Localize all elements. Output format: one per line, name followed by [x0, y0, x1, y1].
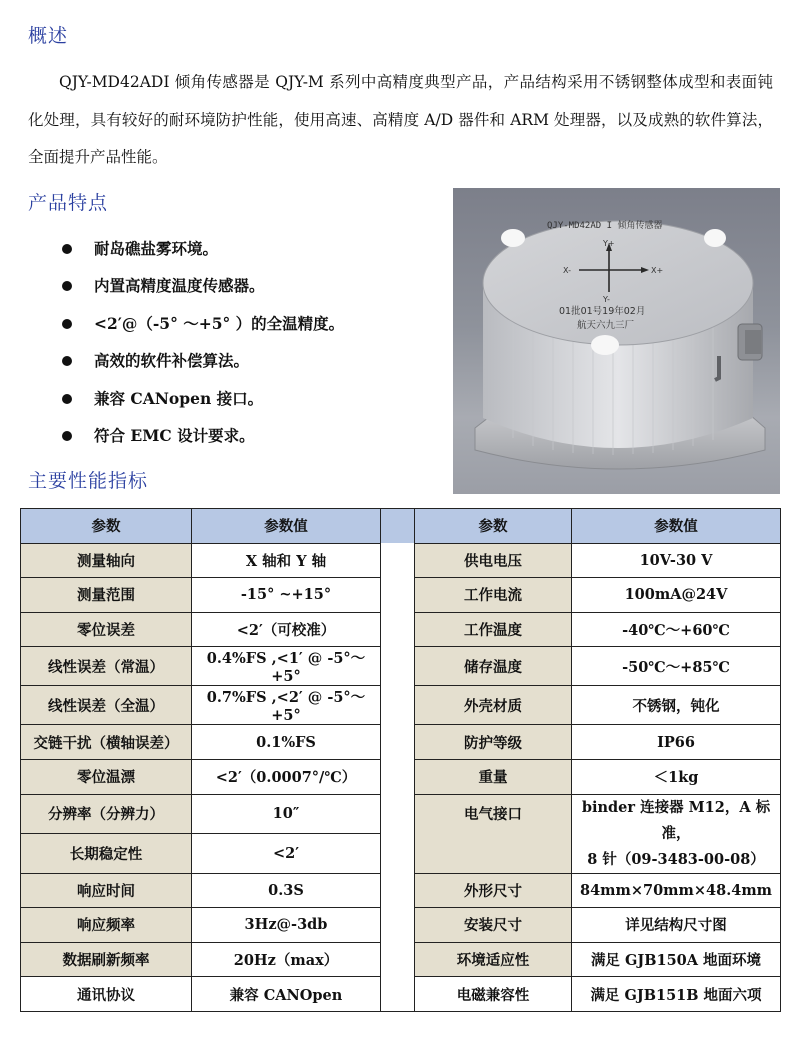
features-list — [62, 230, 344, 455]
table-row: 零位误差 <2′（可校准） 工作温度 -40℃～+60℃ — [21, 612, 781, 647]
feature-item: 耐岛礁盐雾环境。 — [62, 230, 344, 268]
table-row: 交链干扰（横轴误差） 0.1%FS 防护等级 IP66 — [21, 725, 781, 760]
table-header-row — [21, 509, 781, 544]
header-value-left: 参数值 — [192, 509, 381, 544]
feature-item: <2′@（-5° ～+5° ）的全温精度。 — [62, 305, 344, 343]
photo-label-top: QJY-MD42AD I 倾角传感器 — [547, 221, 663, 231]
feature-item: 兼容 CANopen 接口。 — [62, 380, 344, 418]
specs-table — [20, 508, 781, 1012]
table-row: 零位温漂 <2′（0.0007°/℃） 重量 ＜1kg — [21, 759, 781, 794]
photo-axis-yplus: Y+ — [603, 239, 615, 248]
table-row: 通讯协议 兼容 CANOpen 电磁兼容性 满足 GJB151B 地面六项 — [21, 977, 781, 1012]
specs-heading: 主要性能指标 — [28, 470, 149, 492]
bullet-icon — [62, 394, 72, 404]
header-param-left: 参数 — [21, 509, 192, 544]
table-row: 响应频率 3Hz@-3db 安装尺寸 详见结构尺寸图 — [21, 908, 781, 943]
bullet-icon — [62, 281, 72, 291]
photo-axis-xplus: X+ — [651, 266, 664, 275]
photo-axis-xminus: X- — [563, 266, 571, 275]
header-param-right: 参数 — [415, 509, 572, 544]
bullet-icon — [62, 431, 72, 441]
photo-axis-yminus: Y- — [603, 295, 610, 304]
table-row: 测量轴向 X 轴和 Y 轴 供电电压 10V-30 V — [21, 543, 781, 578]
photo-batch: 01批01号19年02月 — [559, 306, 646, 317]
connector-cell: binder 连接器 M12，A 标准， 8 针（09-3483-00-08） — [572, 794, 781, 873]
bullet-icon — [62, 319, 72, 329]
features-heading: 产品特点 — [28, 192, 109, 214]
sensor-illustration — [453, 188, 780, 494]
table-row: 长期稳定性 <2′ — [21, 834, 781, 874]
table-row: 数据刷新频率 20Hz（max） 环境适应性 满足 GJB150A 地面环境 — [21, 942, 781, 977]
table-row: 线性误差（全温） 0.7%FS ,<2′ @ -5°～+5° 外壳材质 不锈钢，钝化 — [21, 686, 781, 725]
feature-item: 符合 EMC 设计要求。 — [62, 418, 344, 456]
overview-paragraph: QJY-MD42ADI 倾角传感器是 QJY-M 系列中高精度典型产品，产品结构采用不锈钢整体成型和表面钝化处理，具有较好的耐环境防护性能，使用高速、高精度 A/D 器件和 ARM 处理器，以及成熟的软件算法，全面提升产品性能。 — [28, 73, 773, 166]
feature-item: 高效的软件补偿算法。 — [62, 343, 344, 381]
overview-heading: 概述 — [28, 25, 69, 47]
bullet-icon — [62, 244, 72, 254]
bullet-icon — [62, 356, 72, 366]
table-row: 测量范围 -15° ~+15° 工作电流 100mA@24V — [21, 578, 781, 613]
table-row: 响应时间 0.3S 外形尺寸 84mm×70mm×48.4mm — [21, 873, 781, 908]
column-gap — [381, 509, 415, 544]
product-photo — [453, 188, 780, 494]
table-row: 线性误差（常温） 0.4%FS ,<1′ @ -5°～+5° 储存温度 -50℃～+85℃ — [21, 647, 781, 686]
feature-item: 内置高精度温度传感器。 — [62, 268, 344, 306]
table-row: 分辨率（分辨力） 10″ 电气接口 binder 连接器 M12，A 标准， 8 针（09-3483-00-08） — [21, 794, 781, 834]
header-value-right: 参数值 — [572, 509, 781, 544]
photo-maker: 航天六九三厂 — [577, 320, 635, 331]
